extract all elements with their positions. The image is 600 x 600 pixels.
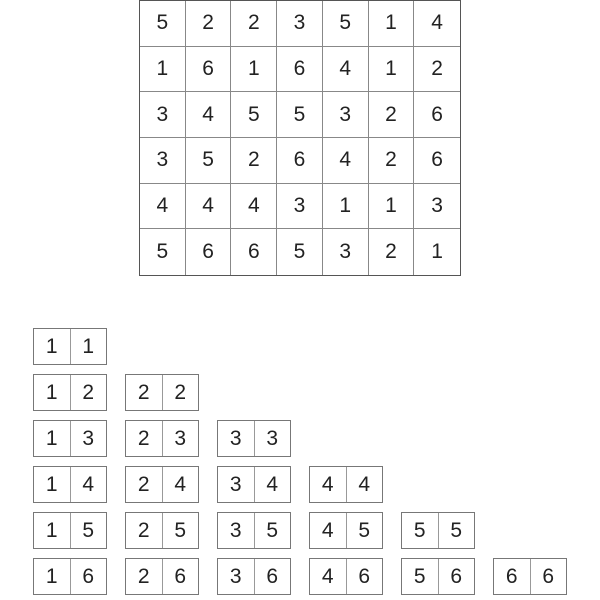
domino-tile[interactable]: [33, 374, 107, 411]
domino-tile[interactable]: [33, 512, 107, 549]
domino-left-value: 4: [310, 559, 347, 594]
domino-right-value: 3: [174, 426, 187, 450]
grid-cell[interactable]: 3: [140, 138, 186, 184]
domino-right-value: 6: [174, 564, 187, 588]
grid-cell[interactable]: 4: [186, 92, 232, 138]
grid-cell[interactable]: 2: [414, 47, 460, 93]
domino-left-value: 2: [126, 513, 163, 548]
domino-left-value: 1: [34, 329, 71, 364]
grid-cell[interactable]: 2: [369, 138, 415, 184]
domino-tile[interactable]: [309, 512, 383, 549]
domino-tile[interactable]: [33, 420, 107, 457]
grid-cell[interactable]: 4: [140, 184, 186, 230]
domino-right-value: 4: [266, 472, 279, 496]
domino-right-value: 5: [450, 518, 463, 542]
grid-cell[interactable]: 3: [414, 184, 460, 230]
grid-cell[interactable]: 1: [369, 1, 415, 47]
domino-left-value: 2: [126, 559, 163, 594]
grid-cell[interactable]: 6: [186, 47, 232, 93]
grid-cell[interactable]: 6: [231, 229, 277, 275]
grid-cell[interactable]: 6: [186, 229, 232, 275]
domino-left-value: 4: [310, 513, 347, 548]
grid-cell[interactable]: 3: [323, 229, 369, 275]
grid-cell[interactable]: 2: [369, 229, 415, 275]
grid-cell[interactable]: 1: [323, 184, 369, 230]
domino-tile[interactable]: [125, 374, 199, 411]
domino-tile[interactable]: [401, 558, 475, 595]
domino-left-value: 3: [218, 559, 255, 594]
grid-cell[interactable]: 4: [323, 138, 369, 184]
domino-left-value: 4: [310, 467, 347, 502]
grid-cell[interactable]: 3: [140, 92, 186, 138]
grid-cell[interactable]: 2: [186, 1, 232, 47]
domino-left-value: 1: [34, 421, 71, 456]
domino-left-value: 1: [34, 513, 71, 548]
grid-cell[interactable]: 4: [414, 1, 460, 47]
domino-left-value: 1: [34, 467, 71, 502]
grid-cell[interactable]: 2: [231, 138, 277, 184]
domino-tile[interactable]: [217, 420, 291, 457]
domino-right-value: 6: [358, 564, 371, 588]
domino-tile[interactable]: [125, 466, 199, 503]
grid-cell[interactable]: 5: [231, 92, 277, 138]
grid-cell[interactable]: 5: [277, 92, 323, 138]
domino-right-value: 6: [82, 564, 95, 588]
grid-cell[interactable]: 5: [140, 229, 186, 275]
grid-cell[interactable]: 3: [277, 184, 323, 230]
grid-cell[interactable]: 5: [323, 1, 369, 47]
domino-left-value: 6: [494, 559, 531, 594]
domino-left-value: 5: [402, 513, 439, 548]
domino-left-value: 2: [126, 467, 163, 502]
grid-cell[interactable]: 6: [277, 138, 323, 184]
domino-right-value: 3: [82, 426, 95, 450]
domino-left-value: 3: [218, 421, 255, 456]
domino-tile[interactable]: [125, 558, 199, 595]
domino-right-value: 6: [266, 564, 279, 588]
domino-right-value: 5: [82, 518, 95, 542]
domino-tile[interactable]: [309, 466, 383, 503]
grid-cell[interactable]: 4: [323, 47, 369, 93]
grid-cell[interactable]: 4: [186, 184, 232, 230]
domino-left-value: 5: [402, 559, 439, 594]
grid-cell[interactable]: 5: [277, 229, 323, 275]
domino-left-value: 2: [126, 421, 163, 456]
grid-cell[interactable]: 1: [140, 47, 186, 93]
grid-cell[interactable]: 4: [231, 184, 277, 230]
domino-tile[interactable]: [309, 558, 383, 595]
grid-cell[interactable]: 6: [277, 47, 323, 93]
grid-cell[interactable]: 2: [231, 1, 277, 47]
domino-right-value: 3: [266, 426, 279, 450]
grid-cell[interactable]: 1: [369, 184, 415, 230]
grid-cell[interactable]: 1: [231, 47, 277, 93]
grid-cell[interactable]: 6: [414, 138, 460, 184]
domino-right-value: 4: [82, 472, 95, 496]
domino-tile[interactable]: [217, 512, 291, 549]
grid-cell[interactable]: 2: [369, 92, 415, 138]
grid-cell[interactable]: 3: [277, 1, 323, 47]
domino-right-value: 6: [450, 564, 463, 588]
domino-left-value: 2: [126, 375, 163, 410]
grid-cell[interactable]: 6: [414, 92, 460, 138]
domino-right-value: 5: [358, 518, 371, 542]
domino-left-value: 3: [218, 467, 255, 502]
grid-cell[interactable]: 3: [323, 92, 369, 138]
domino-right-value: 2: [82, 380, 95, 404]
domino-tile[interactable]: [493, 558, 567, 595]
domino-tile[interactable]: [33, 328, 107, 365]
grid-cell[interactable]: 5: [186, 138, 232, 184]
domino-tile[interactable]: [125, 420, 199, 457]
domino-tile[interactable]: [125, 512, 199, 549]
domino-right-value: 5: [174, 518, 187, 542]
grid-cell[interactable]: 5: [140, 1, 186, 47]
domino-right-value: 4: [174, 472, 187, 496]
domino-left-value: 1: [34, 559, 71, 594]
domino-right-value: 4: [358, 472, 371, 496]
domino-tile[interactable]: [33, 466, 107, 503]
domino-tile[interactable]: [401, 512, 475, 549]
domino-tile[interactable]: [33, 558, 107, 595]
domino-left-value: 1: [34, 375, 71, 410]
domino-right-value: 6: [542, 564, 555, 588]
domino-left-value: 3: [218, 513, 255, 548]
domino-tile[interactable]: [217, 466, 291, 503]
domino-right-value: 2: [174, 380, 187, 404]
domino-right-value: 5: [266, 518, 279, 542]
grid-cell[interactable]: 1: [431, 240, 443, 264]
domino-tile[interactable]: [217, 558, 291, 595]
grid-cell[interactable]: 1: [369, 47, 415, 93]
domino-right-value: 1: [82, 334, 95, 358]
